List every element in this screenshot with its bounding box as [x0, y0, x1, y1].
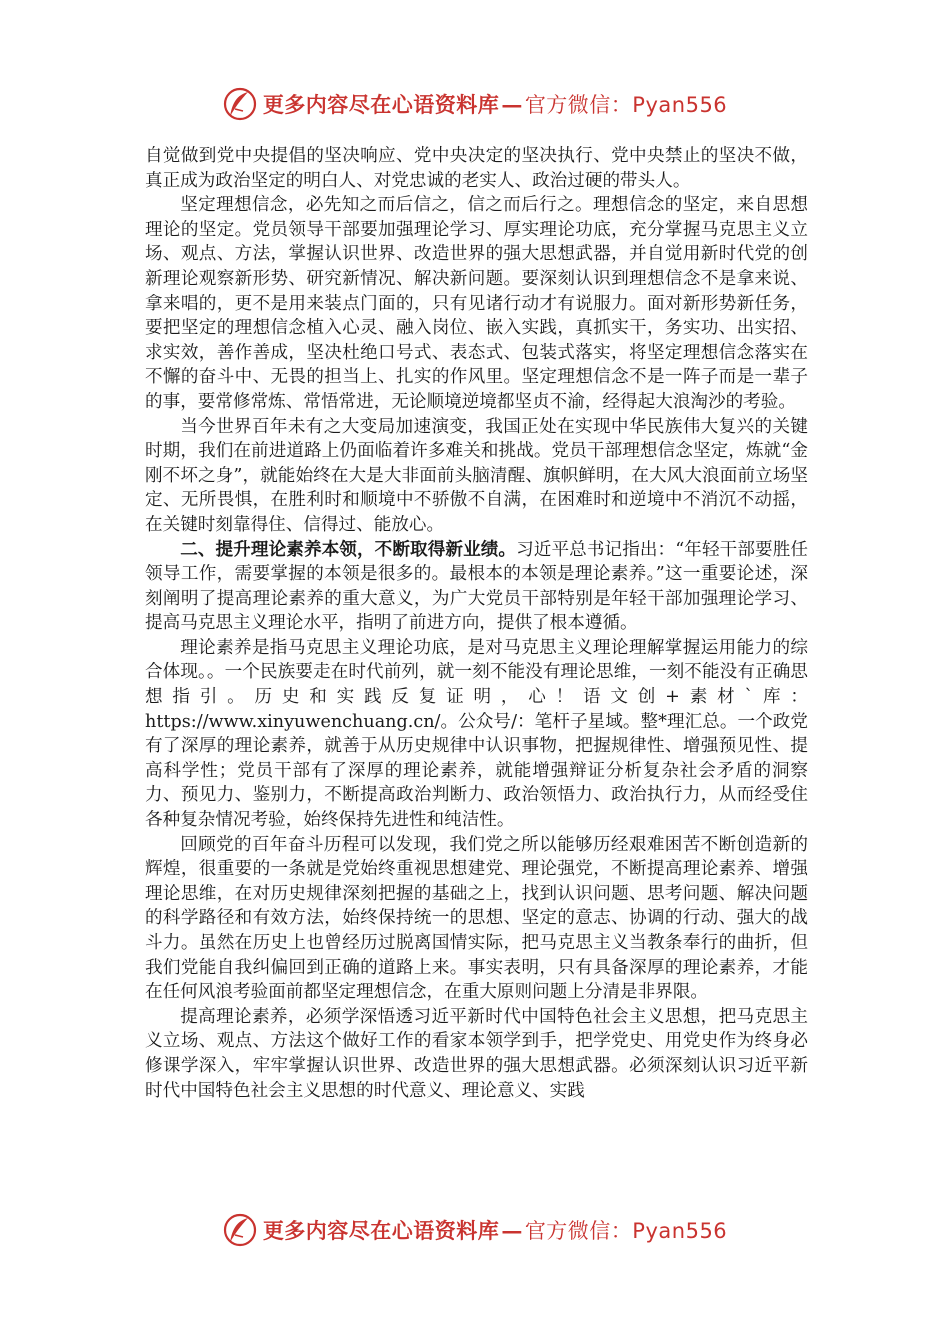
paragraph: 提高理论素养，必须学深悟透习近平新时代中国特色社会主义思想，把马克思主义立场、观点、方法这个做好工作的看家本领学到手，把学党史、用党史作为终身必修课学深入，牢牢掌握认识世界、改造世界的强大思想武器。必须深刻认识习近平新时代中国特色社会主义思想的时代意义、理论意义、实践 [145, 1006, 808, 1101]
paragraph-text: 习近平总书记指出：“年轻干部要胜任领导工作，需要掌握的本领是很多的。最根本的本领是理论素养。”这一重要论述，深刻阐明了提高理论素养的重大意义，为广大党员干部特别是年轻干部加强理论学习、提高马克思主义理论水平，指明了前进方向，提供了根本遵循。 [145, 539, 808, 634]
paragraph-continuation: 自觉做到党中央提倡的坚决响应、党中央决定的坚决执行、党中央禁止的坚决不做，真正成为政治坚定的明白人、对党忠诚的老实人、政治过硬的带头人。 [145, 146, 808, 191]
paragraph: 理论素养是指马克思主义理论功底，是对马克思主义理论理解掌握运用能力的综合体现。。一个民族要走在时代前列，就一刻不能没有理论思维，一刻不能没有正确思想指引。历史和实践反复证明，心！语文创+素材`库：https://www.xinyuwenchuang.cn/。公众号/：笔杆子星域。整*理汇总。一个政党有了深厚的理论素养，就善于从历史规律中认识事物，把握规律性、增强预见性、提高科学性；党员干部有了深厚的理论素养，就能增强辩证分析复杂社会矛盾的洞察力、预见力、鉴别力，不断提高政治判断力、政治领悟力、政治执行力，从而经受住各种复杂情况考验，始终保持先进性和纯洁性。 [145, 637, 808, 831]
paragraph-section-two [145, 538, 808, 636]
paragraph: 回顾党的百年奋斗历程可以发现，我们党之所以能够历经艰难困苦不断创造新的辉煌，很重要的一条就是党始终重视思想建党、理论强党，不断提高理论素养、增强理论思维，在对历史规律深刻把握的基础之上，找到认识问题、思考问题、解决问题的科学路径和有效方法，始终保持统一的思想、坚定的意志、协调的行动、强大的战斗力。虽然在历史上也曾经历过脱离国情实际，把马克思主义当教条奉行的曲折，但我们党能自我纠偏回到正确的道路上来。事实表明，只有具备深厚的理论素养，才能在任何风浪考验面前都坚定理想信念，在重大原则问题上分清是非界限。 [145, 834, 808, 1003]
feather-logo-icon [223, 1213, 257, 1247]
feather-logo-icon [223, 87, 257, 121]
footer-banner-text [263, 1215, 727, 1245]
header-banner-text [263, 89, 727, 119]
paragraph: 坚定理想信念，必先知之而后信之，信之而后行之。理想信念的坚定，来自思想理论的坚定。党员领导干部要加强理论学习、厚实理论功底，充分掌握马克思主义立场、观点、方法，掌握认识世界、改造世界的强大思想武器，并自觉用新时代党的创新理论观察新形势、研究新情况、解决新问题。要深刻认识到理想信念不是拿来说、拿来唱的，更不是用来装点门面的，只有见诸行动才有说服力。面对新形势新任务，要把坚定的理想信念植入心灵、融入岗位、嵌入实践，真抓实干，务实功、出实招、求实效，善作善成，坚决杜绝口号式、表态式、包装式落实，将坚定理想信念落实在不懈的奋斗中、无畏的担当上、扎实的作风里。坚定理想信念不是一阵子而是一辈子的事，要常修常炼、常悟常进，无论顺境逆境都坚贞不渝，经得起大浪淘沙的考验。 [145, 195, 808, 412]
paragraph: 当今世界百年未有之大变局加速演变，我国正处在实现中华民族伟大复兴的关键时期，我们在前进道路上仍面临着许多难关和挑战。党员干部理想信念坚定，炼就“金刚不坏之身”，就能始终在大是大非面前头脑清醒、旗帜鲜明，在大风大浪面前立场坚定、无所畏惧，在胜利时和顺境中不骄傲不自满，在困难时和逆境中不消沉不动摇，在关键时刻靠得住、信得过、能放心。 [145, 416, 808, 535]
header-banner [0, 84, 950, 124]
header-separator: — [501, 92, 523, 117]
footer-banner [0, 1210, 950, 1250]
header-text: 更多内容尽在心语资料库 [262, 92, 500, 117]
footer-wechat: 官方微信：Pyan556 [524, 1219, 728, 1243]
header-wechat: 官方微信：Pyan556 [524, 93, 728, 117]
footer-text: 更多内容尽在心语资料库 [262, 1218, 500, 1243]
section-heading: 二、提升理论素养本领，不断取得新业绩。 [180, 538, 517, 560]
document-body [145, 144, 808, 1103]
footer-separator: — [501, 1218, 523, 1243]
